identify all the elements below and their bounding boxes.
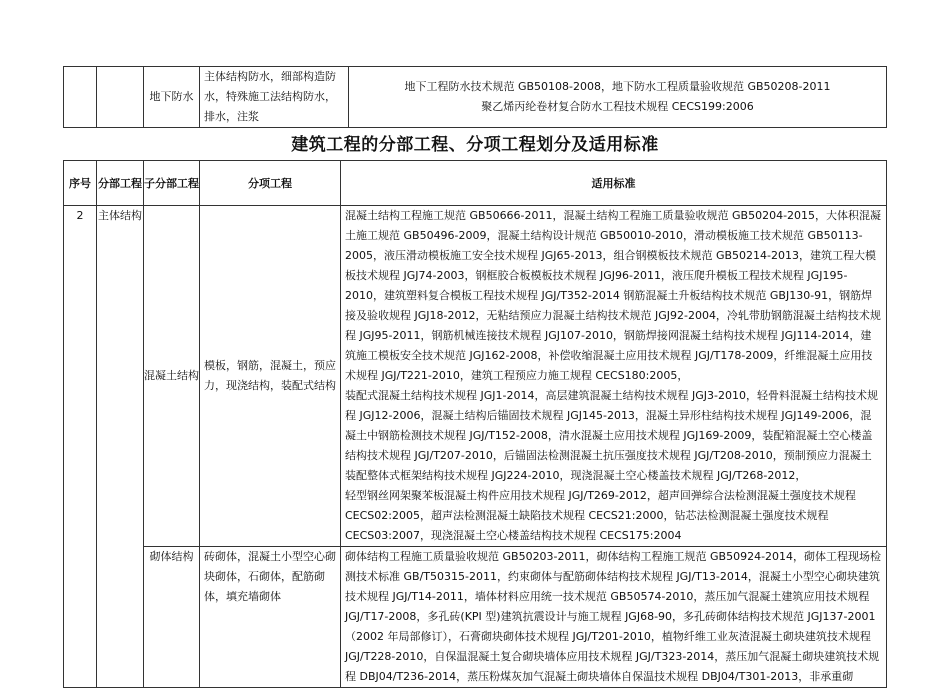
header-standards: 适用标准 xyxy=(341,161,887,206)
table-row xyxy=(64,547,887,688)
page-title: 建筑工程的分部工程、分项工程划分及适用标准 xyxy=(291,135,659,155)
header-no: 序号 xyxy=(64,161,97,206)
standards-cell xyxy=(349,67,887,128)
standard-paragraph: 轻型钢丝网架聚苯板混凝土构件应用技术规程 JGJ/T269-2012，超声回弹综合法检测混凝土强度技术规程 CECS02:2005，超声法检测混凝土缺陷技术规程 CECS21:2000，钻芯法检测混凝土强度技术规程 CECS03:2007，现浇混凝土空心楼盖结构技术规程 CECS175:2004 xyxy=(345,489,856,542)
standard-paragraph: 混凝土结构工程施工规范 GB50666-2011，混凝土结构工程施工质量验收规范 GB50204-2015，大体积混凝土施工规范 GB50496-2009，混凝土结构设计规范 GB50010-2010，滑动模板施工技术规范 GB50113-2005，液压滑动模板施工安全技术规程 JGJ65-2013，组合钢模板技术规范 GB50214-2013，建筑工程大模板技术规程 JGJ74-2003，钢框胶合板模板技术规程 JGJ96-2011，液压爬升模板工程技术规程 JGJ195-2010，建筑塑料复合模板工程技术规程 JGJ/T352-2014 钢筋混凝土升板结构技术规范 GBJ130-91，钢筋焊接及验收规程 JGJ18-2012，无粘结预应力混凝土结构技术规范 JGJ92-2004，冷轧带肋钢筋混凝土结构技术规程 JGJ95-2011，钢筋机械连接技术规程 JGJ107-2010，钢筋焊接网混凝土结构技术规程 JGJ114-2014，建筑施工模板安全技术规范 JGJ162-2008，补偿收缩混凝土应用技术规程 JGJ/T178-2009，纤维混凝土应用技术规程 JGJ/T221-2010，建筑工程预应力施工规程 CECS180:2005， xyxy=(345,209,882,382)
part-name: 主体结构 xyxy=(97,206,144,688)
header-row xyxy=(64,161,887,206)
header-items: 分项工程 xyxy=(200,161,341,206)
top-partial-table xyxy=(63,66,887,128)
empty-cell xyxy=(97,67,144,128)
standard-line: 地下工程防水技术规范 GB50108-2008，地下防水工程质量验收规范 GB50208-2011 xyxy=(404,80,831,93)
sub-part-cell: 地下防水 xyxy=(144,67,200,128)
empty-cell xyxy=(64,67,97,128)
row-number: 2 xyxy=(64,206,97,688)
standards-masonry xyxy=(341,547,887,688)
items-masonry: 砖砌体，混凝土小型空心砌块砌体，石砌体，配筋砌体，填充墙砌体 xyxy=(200,547,341,688)
standard-line: 聚乙烯丙纶卷材复合防水工程技术规程 CECS199:2006 xyxy=(481,100,754,113)
standards-table xyxy=(63,160,887,688)
sub-part-masonry: 砌体结构 xyxy=(144,547,200,688)
items-cell: 主体结构防水，细部构造防水，特殊施工法结构防水，排水，注浆 xyxy=(200,67,349,128)
standard-paragraph: 砌体结构工程施工质量验收规范 GB50203-2011，砌体结构工程施工规范 GB50924-2014，砌体工程现场检测技术标准 GB/T50315-2011，约束砌体与配筋砌体结构技术规程 JGJ/T13-2014，混凝土小型空心砌块建筑技术规程 JGJ/T14-2011，墙体材料应用统一技术规范 GB50574-2010，蒸压加气混凝土建筑应用技术规程 JGJ/T17-2008，多孔砖(KPI 型)建筑抗震设计与施工规程 JGJ68-90，多孔砖砌体结构技术规范 JGJ137-2001（2002 年局部修订），石膏砌块砌体技术规程 JGJ/T201-2010，植物纤维工业灰渣混凝土砌块建筑技术规程 JGJ/T228-2010，自保温混凝土复合砌块墙体应用技术规程 JGJ/T323-2014，蒸压加气混凝土砌块建筑技术规程 DBJ04/T236-2014，蒸压粉煤灰加气混凝土砌块墙体自保温技术规程 DBJ04/T301-2013，非承重砌 xyxy=(345,550,882,683)
items-concrete: 模板，钢筋，混凝土，预应力，现浇结构，装配式结构 xyxy=(200,206,341,547)
table-row xyxy=(64,206,887,547)
header-sub-part: 子分部工程 xyxy=(144,161,200,206)
table-row xyxy=(64,67,887,128)
sub-part-concrete: 混凝土结构 xyxy=(144,206,200,547)
header-part: 分部工程 xyxy=(97,161,144,206)
standards-concrete xyxy=(341,206,887,547)
standard-paragraph: 装配式混凝土结构技术规程 JGJ1-2014，高层建筑混凝土结构技术规程 JGJ3-2010，轻骨料混凝土结构技术规程 JGJ12-2006，混凝土结构后锚固技术规程 JGJ145-2013，混凝土异形柱结构技术规程 JGJ149-2006，混凝土中钢筋检测技术规程 JGJ/T152-2008，清水混凝土应用技术规程 JGJ169-2009，装配箱混凝土空心楼盖结构技术规程 JGJ/T207-2010，后锚固法检测混凝土抗压强度技术规程 JGJ/T208-2010，预制预应力混凝土装配整体式框架结构技术规程 JGJ224-2010，现浇混凝土空心楼盖技术规程 JGJ/T268-2012， xyxy=(345,389,878,482)
